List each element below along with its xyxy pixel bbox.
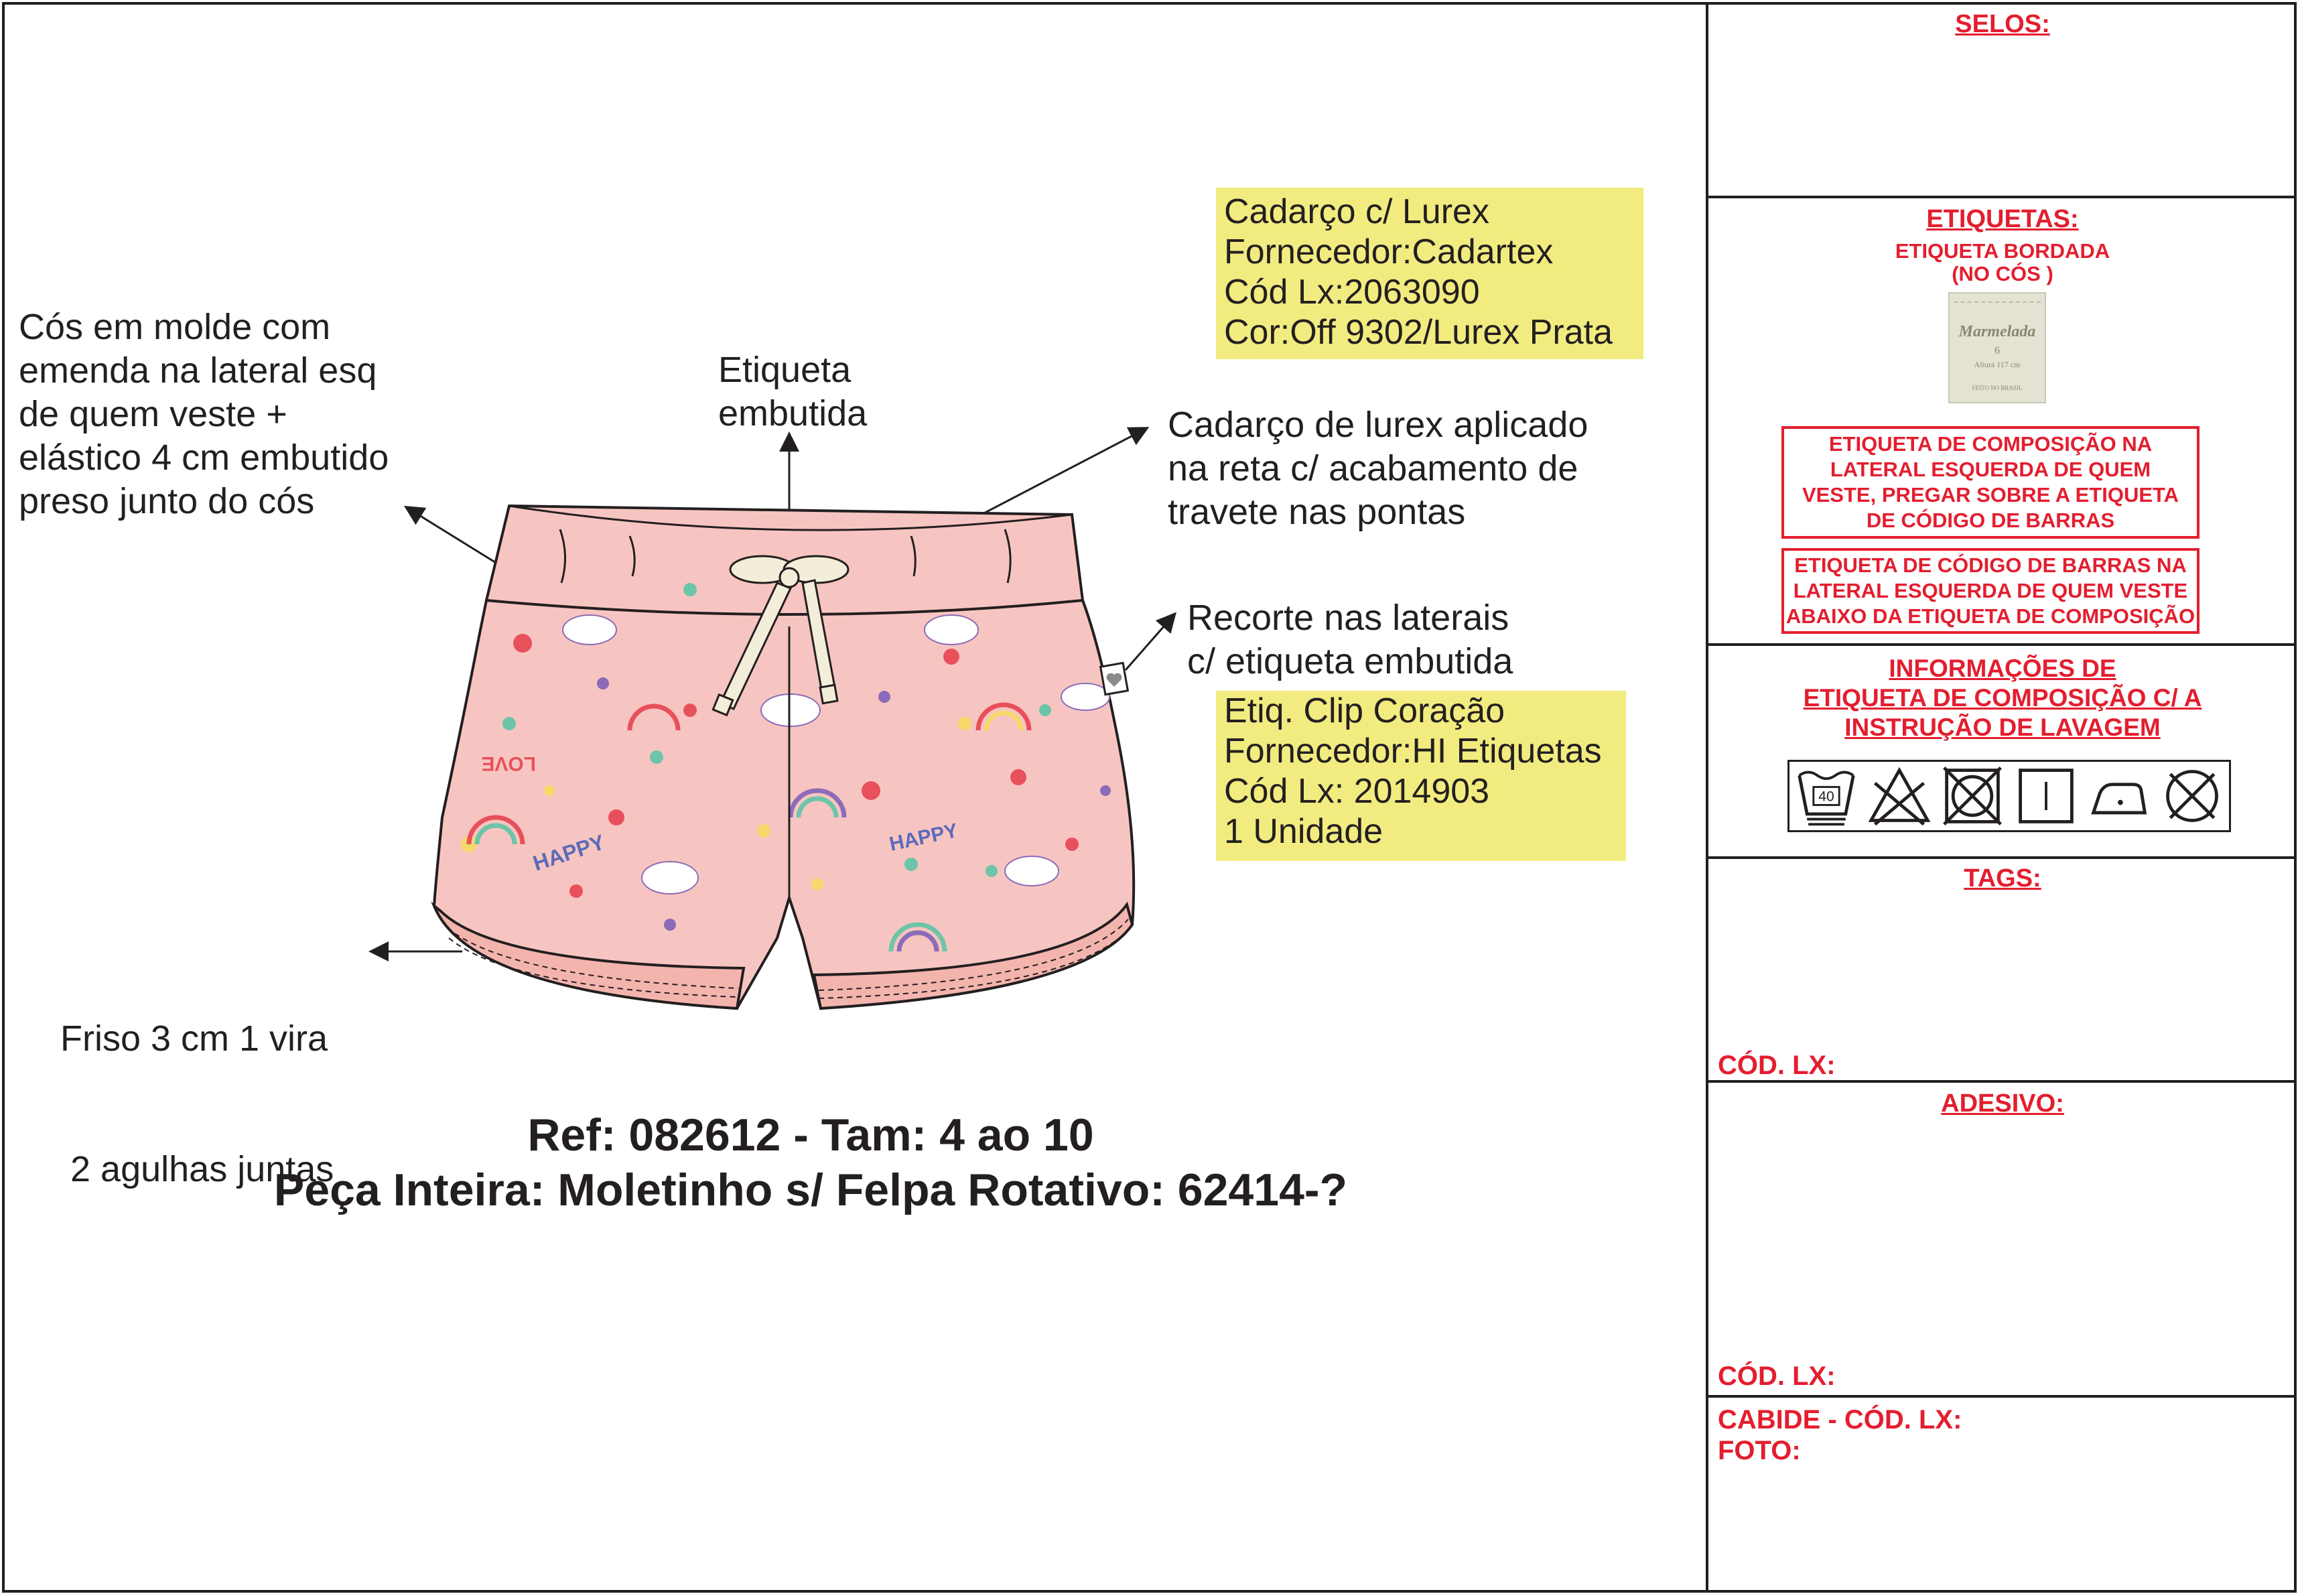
clip-spec-line: Fornecedor:HI Etiquetas	[1224, 732, 1602, 771]
clip-spec-line: Cód Lx: 2014903	[1224, 772, 1490, 811]
print-word-happy: HAPPY	[887, 819, 960, 856]
embroidered-label-preview	[1948, 292, 2046, 403]
composicao-line: LATERAL ESQUERDA DE QUEM	[1830, 458, 2151, 481]
etiqueta-bordada-caption	[1708, 240, 2297, 285]
friso-note-line: Friso 3 cm 1 vira	[60, 1018, 328, 1059]
print-word-love: LOVE	[481, 752, 536, 775]
wash-40-icon	[1794, 764, 1858, 828]
cadarco-note-line: travete nas pontas	[1168, 492, 1466, 532]
selos-section	[1708, 2, 2297, 198]
recorte-note-line: Recorte nas laterais	[1187, 598, 1509, 638]
cadarco-spec-line: Cor:Off 9302/Lurex Prata	[1224, 313, 1613, 352]
cos-note-line: Cós em molde com	[19, 307, 331, 347]
selos-title: SELOS:	[1955, 10, 2050, 38]
composicao-line: DE CÓDIGO DE BARRAS	[1866, 509, 2115, 532]
fabric-line: Peça Inteira: Moletinho s/ Felpa Rotativo: 62414-?	[273, 1165, 1348, 1215]
cos-note-line: preso junto do cós	[19, 481, 315, 521]
spec-sidebar	[1706, 2, 2297, 1593]
foto-label: FOTO:	[1718, 1436, 1801, 1465]
no-tumble-dry-icon	[1940, 764, 2005, 828]
cadarco-spec-line: Cadarço c/ Lurex	[1224, 192, 1489, 231]
etiqueta-note-line: embutida	[718, 393, 868, 434]
cabide-section	[1718, 1404, 1962, 1466]
label-brand: Marmelada	[1958, 323, 2036, 340]
cos-note-line: elástico 4 cm embutido	[19, 438, 389, 478]
label-footer: FEITO NO BRASIL	[1972, 385, 2023, 391]
label-size: 6	[1994, 345, 2000, 356]
no-dry-clean-icon	[2160, 764, 2224, 828]
cadarco-spec-line: Fornecedor:Cadartex	[1224, 232, 1554, 271]
dry-flat-icon	[2014, 764, 2078, 828]
etiquetas-section	[1708, 198, 2297, 646]
informacoes-title	[1708, 654, 2297, 742]
codigo-barras-instruction-box	[1781, 548, 2200, 634]
cos-note-line: de quem veste +	[19, 394, 287, 434]
codigo-barras-line: LATERAL ESQUERDA DE QUEM VESTE	[1793, 579, 2188, 602]
care-symbols-strip	[1787, 760, 2231, 832]
adesivo-title: ADESIVO:	[1941, 1089, 2064, 1118]
codigo-barras-line: ETIQUETA DE CÓDIGO DE BARRAS NA	[1794, 553, 2187, 577]
informacoes-title-line: ETIQUETA DE COMPOSIÇÃO C/ A	[1803, 684, 2202, 712]
bordada-line-2: (NO CÓS )	[1952, 262, 2053, 285]
no-bleach-icon	[1867, 764, 1932, 828]
cadarco-note-line: na reta c/ acabamento de	[1168, 448, 1578, 488]
reference-line: Ref: 082612 - Tam: 4 ao 10	[527, 1110, 1094, 1160]
composicao-instruction-box	[1781, 426, 2200, 539]
informacoes-title-line: INFORMAÇÕES DE	[1889, 655, 2116, 682]
print-word-happy: HAPPY	[530, 829, 608, 876]
wash-temperature: 40	[1818, 789, 1834, 805]
cadarco-spec-line: Cód Lx:2063090	[1224, 273, 1480, 312]
iron-low-icon	[2087, 764, 2151, 828]
tags-section	[1708, 859, 2297, 1083]
recorte-note-line: c/ etiqueta embutida	[1187, 641, 1513, 681]
clip-spec-line: 1 Unidade	[1224, 812, 1383, 851]
codigo-barras-line: ABAIXO DA ETIQUETA DE COMPOSIÇÃO	[1785, 604, 2195, 628]
clip-spec-line: Etiq. Clip Coração	[1224, 691, 1505, 730]
label-height: Altura 117 cm	[1974, 360, 2021, 369]
friso-note-line: 2 agulhas juntas	[60, 1149, 334, 1189]
bordada-line-1: ETIQUETA BORDADA	[1895, 239, 2110, 263]
heart-clip-label	[1101, 663, 1128, 694]
composicao-line: ETIQUETA DE COMPOSIÇÃO NA	[1828, 432, 2153, 456]
cabide-cod-lx: CABIDE - CÓD. LX:	[1718, 1405, 1962, 1435]
informacoes-title-line: INSTRUÇÃO DE LAVAGEM	[1844, 714, 2161, 741]
adesivo-cod-lx: CÓD. LX:	[1718, 1361, 1836, 1391]
etiquetas-title: ETIQUETAS:	[1926, 205, 2079, 233]
cadarco-note-line: Cadarço de lurex aplicado	[1168, 405, 1588, 445]
recorte-leader-arrow	[1126, 615, 1174, 670]
informacoes-section	[1708, 646, 2297, 859]
tags-cod-lx: CÓD. LX:	[1718, 1051, 1836, 1080]
adesivo-section	[1708, 1083, 2297, 1398]
tags-title: TAGS:	[1964, 864, 2041, 892]
cos-note-line: emenda na lateral esq	[19, 350, 377, 391]
composicao-line: VESTE, PREGAR SOBRE A ETIQUETA	[1802, 483, 2179, 507]
etiqueta-note-line: Etiqueta	[718, 350, 852, 390]
shorts-technical-drawing	[0, 0, 1702, 1045]
